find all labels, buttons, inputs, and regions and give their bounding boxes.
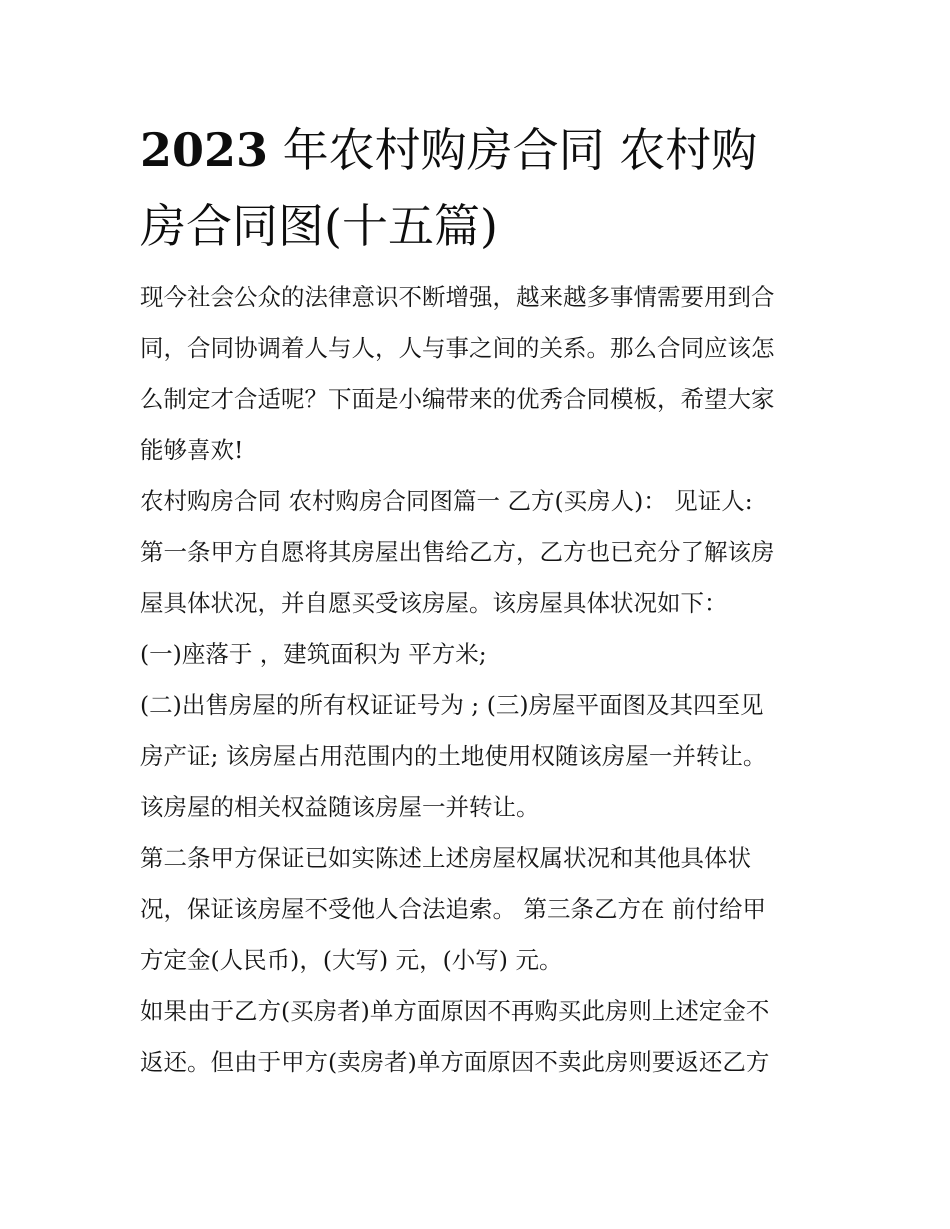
paragraph-article-1 [140, 476, 820, 629]
text-line: 现今社会公众的法律意识不断增强，越来越多事情需要用到合 [140, 283, 775, 311]
text-line: 如果由于乙方(买房者)单方面原因不再购买此房则上述定金不 [140, 997, 770, 1025]
text-line: 农村购房合同 农村购房合同图篇一 乙方(买房人)： 见证人: [140, 487, 753, 515]
paragraph-article-2 [140, 833, 820, 986]
paragraph-location [140, 629, 820, 680]
paragraph-intro [140, 272, 820, 476]
text-line: 况，保证该房屋不受他人合法追索。 第三条乙方在 前付给甲 [140, 895, 766, 923]
paragraph-deposit [140, 986, 820, 1088]
paragraph-certificate [140, 680, 820, 833]
text-line: (一)座落于 ，建筑面积为 平方米; [140, 640, 487, 668]
text-line: 能够喜欢! [140, 436, 244, 464]
text-line: 房产证; 该房屋占用范围内的土地使用权随该房屋一并转让。 [140, 742, 767, 770]
title-line-1-text: 年农村购房合同 农村购 [268, 123, 758, 177]
document-body [140, 272, 820, 1088]
text-line: 屋具体状况，并自愿买受该房屋。该房屋具体状况如下： [140, 589, 728, 617]
text-line: 同，合同协调着人与人，人与事之间的关系。那么合同应该怎 [140, 334, 775, 362]
title-line-2: 房合同图(十五篇) [140, 199, 498, 253]
text-line: 第一条甲方自愿将其房屋出售给乙方，乙方也已充分了解该房 [140, 538, 775, 566]
document-title [140, 112, 820, 264]
text-line: 返还。但由于甲方(卖房者)单方面原因不卖此房则要返还乙方 [140, 1048, 770, 1076]
document-content [140, 112, 820, 1088]
text-line: 方定金(人民币)，(大写) 元，(小写) 元。 [140, 946, 563, 974]
text-line: 该房屋的相关权益随该房屋一并转让。 [140, 793, 540, 821]
title-year: 2023 [140, 123, 269, 177]
title-line-1 [140, 112, 820, 188]
text-line: (二)出售房屋的所有权证证号为 ; (三)房屋平面图及其四至见 [140, 691, 764, 719]
text-line: 么制定才合适呢？下面是小编带来的优秀合同模板，希望大家 [140, 385, 775, 413]
text-line: 第二条甲方保证已如实陈述上述房屋权属状况和其他具体状 [140, 844, 751, 872]
